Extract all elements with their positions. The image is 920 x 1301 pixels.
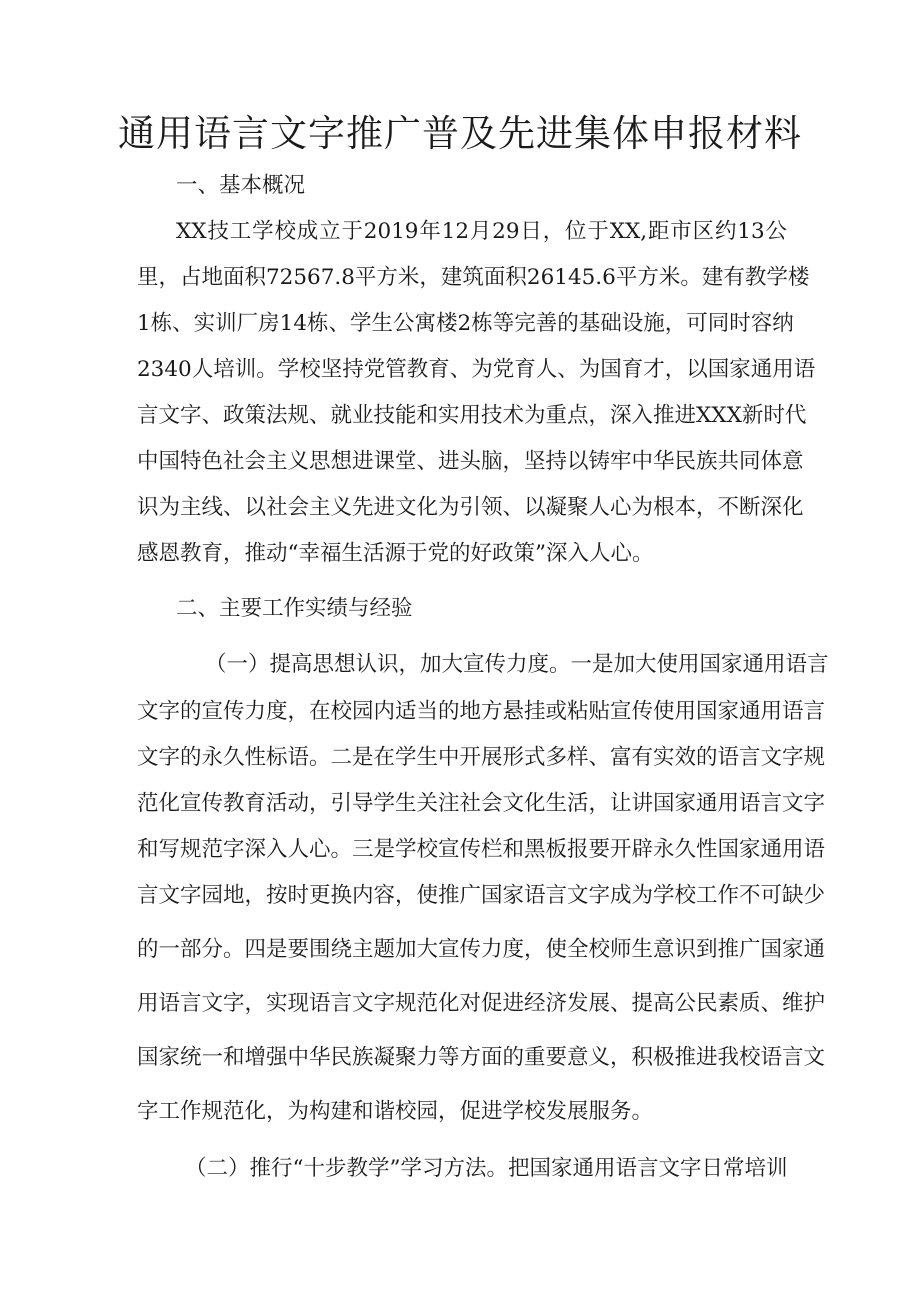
paragraph-line: 识为主线、以社会主义先进文化为引领、以凝聚人心为根本，不断深化	[137, 495, 804, 520]
paragraph-line: 和写规范字深入人心。三是学校宣传栏和黑板报要开辟永久性国家通用语	[137, 837, 826, 862]
paragraph-line: 字工作规范化，为构建和谐校园，促进学校发展服务。	[137, 1099, 654, 1124]
paragraph-line: 用语言文字，实现语言文字规范化对促进经济发展、提高公民素质、维护	[137, 991, 826, 1016]
paragraph-line: （二）推行“十步教学”学习方法。把国家通用语言文字日常培训	[185, 1156, 788, 1181]
paragraph-line: （一）提高思想认识，加大宣传力度。一是加大使用国家通用语言	[205, 652, 829, 677]
paragraph-line: 文字的永久性标语。二是在学生中开展形式多样、富有实效的语言文字规	[137, 745, 826, 770]
paragraph-line: 2340人培训。学校坚持党管教育、为党育人、为国育才，以国家通用语	[137, 357, 816, 382]
section-heading-main-achievements: 二、主要工作实绩与经验	[176, 596, 413, 621]
paragraph-line: 言文字、政策法规、就业技能和实用技术为重点，深入推进XXX新时代	[137, 403, 807, 428]
paragraph-line: 的一部分。四是要围绕主题加大宣传力度，使全校师生意识到推广国家通	[137, 937, 826, 962]
paragraph-line: 范化宣传教育活动，引导学生关注社会文化生活，让讲国家通用语言文字	[137, 791, 826, 816]
paragraph-line: 感恩教育，推动“幸福生活源于党的好政策”深入人心。	[137, 541, 654, 566]
paragraph-line: XX技工学校成立于2019年12月29日，位于XX,距市区约13公	[176, 219, 787, 244]
paragraph-line: 1栋、实训厂房14栋、学生公寓楼2栋等完善的基础设施，可同时容纳	[137, 311, 794, 336]
paragraph-line: 文字的宣传力度，在校园内适当的地方悬挂或粘贴宣传使用国家通用语言	[137, 699, 826, 724]
paragraph-line: 国家统一和增强中华民族凝聚力等方面的重要意义，积极推进我校语言文	[137, 1045, 826, 1070]
paragraph-line: 里，占地面积72567.8平方米，建筑面积26145.6平方米。建有教学楼	[137, 265, 810, 290]
document-title: 通用语言文字推广普及先进集体申报材料	[118, 112, 802, 155]
paragraph-line: 言文字园地，按时更换内容，使推广国家语言文字成为学校工作不可缺少	[137, 883, 826, 908]
section-heading-basic-overview: 一、基本概况	[176, 173, 306, 198]
paragraph-line: 中国特色社会主义思想进课堂、进头脑，坚持以铸牢中华民族共同体意	[137, 449, 804, 474]
